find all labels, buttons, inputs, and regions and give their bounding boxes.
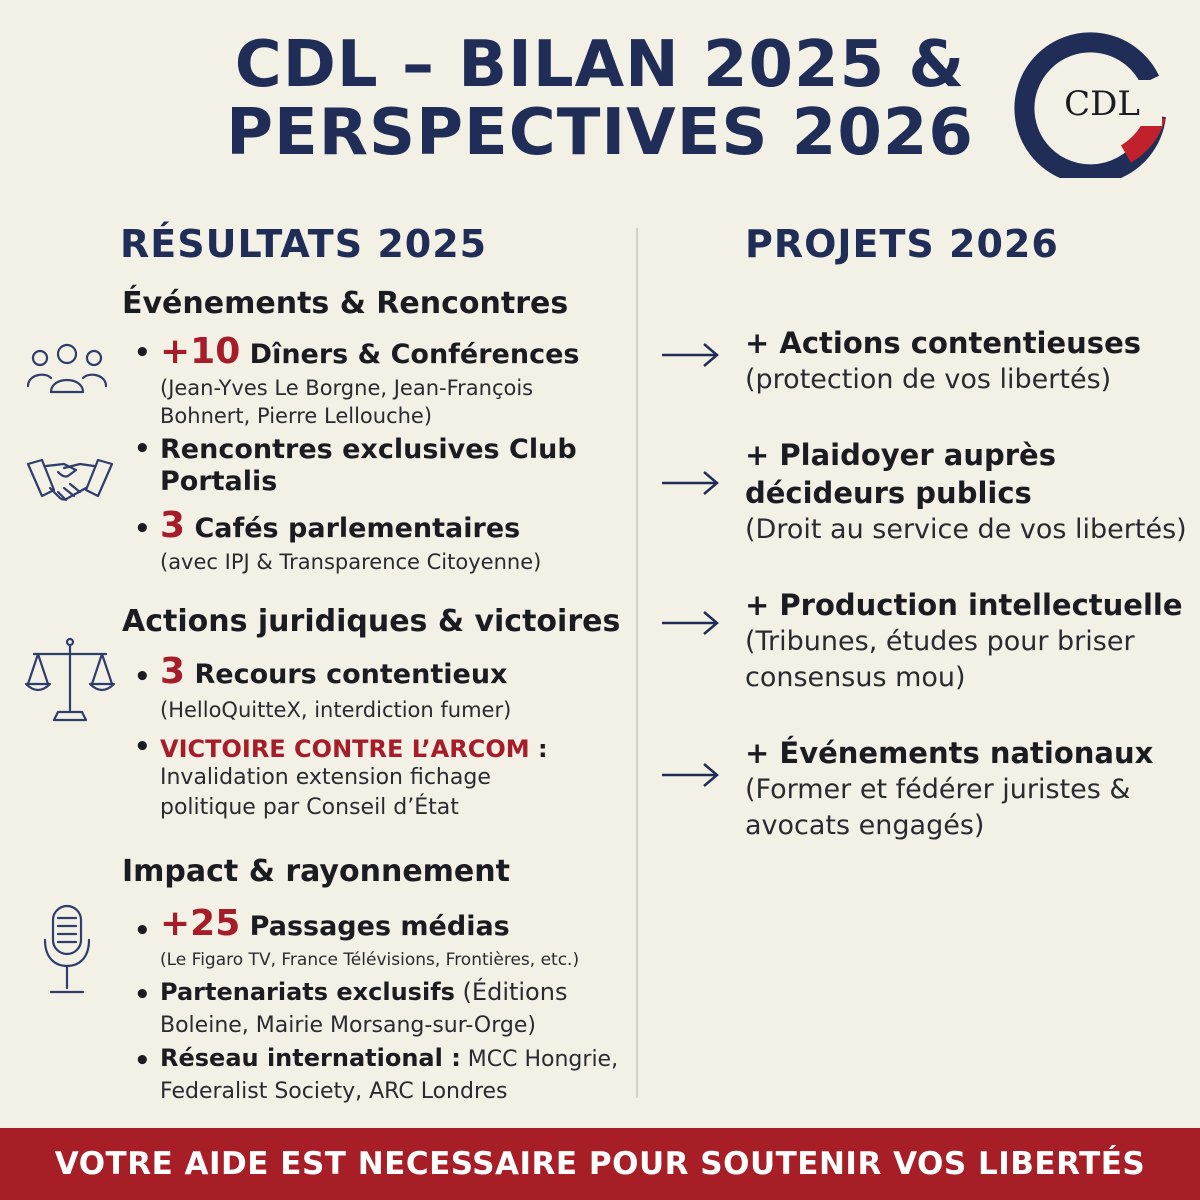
events-b2-line1: Rencontres exclusives Club	[160, 434, 577, 465]
impact-b3-bold: Réseau international :	[160, 1044, 461, 1072]
bullet-dot: •	[134, 980, 151, 1010]
events-bullet-3	[160, 505, 521, 546]
arrow-right-icon	[660, 608, 720, 638]
project-4-sub2: avocats engagés)	[745, 810, 985, 841]
project-3-sub1: (Tribunes, études pour briser	[745, 626, 1135, 657]
legal-b1-sub: (HelloQuitteX, interdiction fumer)	[160, 698, 512, 722]
arcom-colon: :	[529, 735, 548, 763]
impact-b2-line2: Boleine, Mairie Morsang-sur-Orge)	[160, 1013, 536, 1038]
arrow-right-icon	[660, 340, 720, 370]
events-bullet-1	[160, 331, 580, 372]
events-b1-label: Dîners & Conférences	[240, 339, 580, 370]
impact-bullet-1	[160, 903, 510, 944]
page-title-line1: CDL – BILAN 2025 &	[234, 28, 966, 102]
impact-b3-rest: MCC Hongrie,	[460, 1047, 619, 1072]
events-b3-sub: (avec IPJ & Transparence Citoyenne)	[160, 550, 542, 574]
legal-b1-label: Recours contentieux	[185, 659, 508, 690]
section-events-heading: Événements & Rencontres	[122, 286, 569, 321]
impact-b2-rest: (Éditions	[454, 978, 568, 1006]
support-banner: VOTRE AIDE EST NECESSAIRE POUR SOUTENIR VOS LIBERTÉS	[0, 1128, 1200, 1200]
events-b1-sub1: (Jean-Yves Le Borgne, Jean-François	[160, 376, 534, 400]
project-4-sub1: (Former et fédérer juristes &	[745, 774, 1131, 805]
bullet-dot: •	[134, 338, 151, 368]
bullet-dot: •	[134, 434, 151, 464]
impact-b2-bold: Partenariats exclusifs	[160, 978, 455, 1006]
section-legal-heading: Actions juridiques & victoires	[122, 604, 621, 639]
project-1-title: + Actions contentieuses	[745, 326, 1142, 360]
handshake-icon	[24, 450, 116, 516]
arcom-victory-label: VICTOIRE CONTRE L’ARCOM	[160, 735, 530, 763]
arrow-right-icon	[660, 468, 720, 498]
project-4-title: + Événements nationaux	[745, 736, 1154, 770]
impact-bullet-3	[160, 1044, 618, 1074]
events-b3-label: Cafés parlementaires	[185, 513, 521, 544]
project-1-sub: (protection de vos libertés)	[745, 364, 1112, 395]
bullet-dot: •	[134, 732, 151, 762]
microphone-icon	[40, 904, 94, 1002]
project-2-title-line2: décideurs publics	[745, 476, 1032, 510]
section-impact-heading: Impact & rayonnement	[122, 854, 510, 889]
logo-text: CDL	[1064, 84, 1140, 124]
bullet-dot: •	[134, 916, 151, 946]
arrow-right-icon	[660, 760, 720, 790]
people-group-icon	[24, 340, 110, 404]
project-2-sub: (Droit au service de vos libertés)	[745, 514, 1187, 545]
events-b1-sub2: Bohnert, Pierre Lellouche)	[160, 404, 433, 428]
legal-b2-sub1: Invalidation extension fichage	[160, 765, 491, 790]
bullet-dot: •	[134, 662, 151, 692]
cdl-logo	[1008, 18, 1168, 178]
impact-bullet-2	[160, 978, 567, 1006]
events-b1-number: +10	[160, 331, 241, 372]
project-3-title: + Production intellectuelle	[745, 588, 1183, 622]
legal-b1-number: 3	[160, 651, 186, 692]
impact-b3-line2: Federalist Society, ARC Londres	[160, 1079, 508, 1104]
page-title-line2: PERSPECTIVES 2026	[226, 96, 974, 170]
impact-b1-number: +25	[160, 903, 241, 944]
project-2-title-line1: + Plaidoyer auprès	[745, 438, 1056, 472]
projects-heading: PROJETS 2026	[745, 222, 1059, 266]
legal-b2-sub2: politique par Conseil d’État	[160, 795, 459, 820]
legal-bullet-1	[160, 651, 508, 692]
results-heading: RÉSULTATS 2025	[120, 222, 488, 266]
bullet-dot: •	[134, 1046, 151, 1076]
impact-b1-sub: (Le Figaro TV, France Télévisions, Frontières, etc.)	[160, 950, 580, 970]
column-divider	[636, 228, 638, 1098]
bullet-dot: •	[134, 514, 151, 544]
project-3-sub2: consensus mou)	[745, 662, 966, 693]
scales-icon	[24, 636, 116, 728]
legal-bullet-2	[160, 733, 548, 765]
impact-b1-label: Passages médias	[240, 911, 510, 942]
events-b3-number: 3	[160, 505, 186, 546]
events-b2-line2: Portalis	[160, 466, 278, 497]
